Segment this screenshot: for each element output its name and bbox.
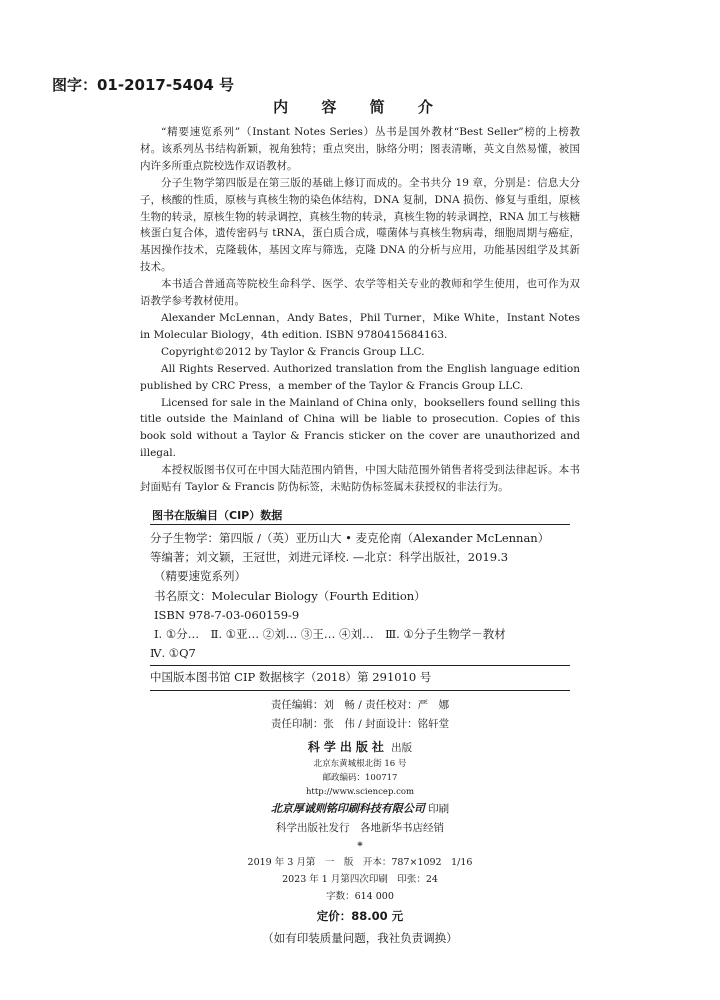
section-title: 内 容 简 介 [273,98,447,116]
intro-paragraph: 分子生物学第四版是在第三版的基础上修订而成的。全书共分 19 章，分别是：信息大分子，核酸的性质，原核与真核生物的染色体结构，DNA 复制，DNA 损伤、修复与重组，原核生物的转录，原核生物的转录调控，真核生物的转录，真核生物的转录调控，RNA 加工与核糖核蛋白复合体，遗传密码与 tRNA，蛋白质合成，噬菌体与真核生物病毒，细胞周期与癌症，基因操作技术，克隆载体，基因文库与筛选，克隆 DNA 的分析与应用，功能基因组学及其新技术。 [140,176,580,274]
printer-name: 北京厚诚则铭印刷科技有限公司 [270,802,425,815]
cip-line: Ⅳ. ①Q7 [150,646,196,661]
separator-star: * [357,840,363,852]
intro-paragraph: 本授权版图书仅可在中国大陆范围内销售，中国大陆范围外销售者将受到法律起诉。本书封面贴有 Taylor & Francis 防伪标签，未贴防伪标签属未获授权的非法行为。 [140,464,580,494]
intro-paragraph: Copyright©2012 by Taylor & Francis Group LLC. [161,345,425,358]
intro-paragraph: Licensed for sale in the Mainland of China only，booksellers found selling this title outside the Mainland of China will be liable to prosecution. Copies of this book sold without a Taylor & Francis sticker on the cover are unauthorized and illegal. [140,396,580,460]
cip-top-rule [150,524,570,525]
cip-line: 书名原文：Molecular Biology（Fourth Edition） [154,588,426,603]
reprint-info: 2023 年 1 月第四次印刷 印张：24 [282,874,438,885]
intro-paragraph: 本书适合普通高等院校生命科学、医学、农学等相关专业的教师和学生使用，也可作为双语教学参考教材使用。 [140,278,580,308]
cip-line: 等编著；刘文颖，王冠世，刘进元译校. —北京：科学出版社，2019.3 [150,550,509,565]
publisher-website: http://www.sciencep.com [305,787,415,797]
cip-line: 分子生物学：第四版 /（英）亚历山大 • 麦克伦南（Alexander McLennan） [150,531,550,545]
publisher-address: 北京东黄城根北街 16 号 [313,759,407,769]
content-summary [140,124,580,496]
publisher-line [150,737,570,757]
cip-bottom-rule [150,690,570,691]
price: 定价：88.00 元 [316,909,404,923]
publisher-name: 科学出版社 [307,740,388,754]
cip-mid-rule [150,665,570,666]
responsible-editors: 责任编辑：刘 畅 / 责任校对：严 娜 [270,699,450,711]
copyright-registration-number: 图字：01-2017-5404 号 [52,76,235,94]
imprint-block [150,696,570,949]
printer-line [150,799,570,819]
cip-line: （精要速览系列） [154,569,246,584]
printer-suffix: 印刷 [428,803,450,815]
cip-line: Ⅰ. ①分… Ⅱ. ①亚… ②刘… ③王… ④刘… Ⅲ. ①分子生物学－教材 [154,627,506,642]
word-count: 字数：614 000 [326,891,394,902]
intro-paragraph: Alexander McLennan，Andy Bates，Phil Turner，Mike White，Instant Notes in Molecular Biology，4th edition. ISBN 9780415684163. [140,311,580,341]
distribution-line: 科学出版社发行 各地新华书店经销 [276,822,444,834]
intro-paragraph: All Rights Reserved. Authorized translation from the English language edition published by CRC Press，a member of the Taylor & Francis Group LLC. [140,362,580,392]
intro-paragraph: “精要速览系列”（Instant Notes Series）丛书是国外教材“Best Seller”榜的上榜教材。该系列丛书结构新颖，视角独特；重点突出，脉络分明；图表清晰，英文自然易懂，被国内许多所重点院校选作双语教材。 [140,126,580,172]
edition-info: 2019 年 3 月第 一 版 开本：787×1092 1/16 [247,857,473,868]
printing-and-cover-design: 责任印制：张 伟 / 封面设计：铭轩堂 [270,718,450,730]
postcode: 邮政编码：100717 [322,773,398,783]
cip-footer-line: 中国版本图书馆 CIP 数据核字（2018）第 291010 号 [150,670,432,684]
cip-data-block [150,529,570,663]
quality-notice: （如有印装质量问题，我社负责调换） [262,931,458,945]
cip-line: ISBN 978-7-03-060159-9 [154,607,300,622]
publisher-suffix: 出版 [391,742,413,754]
cip-heading: 图书在版编目（CIP）数据 [152,509,283,522]
